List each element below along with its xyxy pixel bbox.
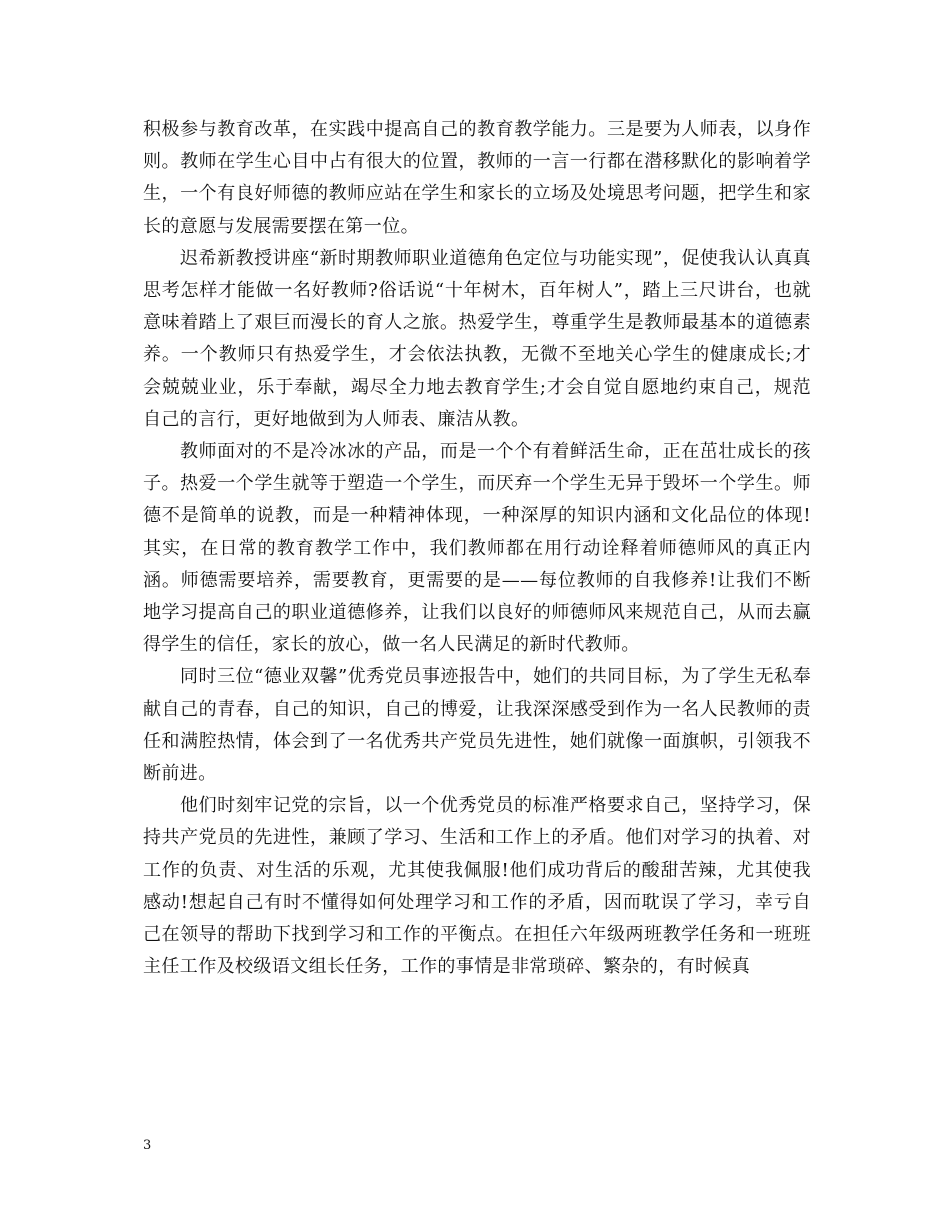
document-body [143, 114, 811, 983]
paragraph-1: 积极参与教育改革，在实践中提高自己的教育教学能力。三是要为人师表，以身作则。教师在学生心目中占有很大的位置，教师的一言一行都在潜移默化的影响着学生，一个有良好师德的教师应站在学生和家长的立场及处境思考问题，把学生和家长的意愿与发展需要摆在第一位。 [143, 119, 811, 237]
page-number: 3 [143, 1138, 152, 1153]
paragraph-4: 同时三位“德业双馨”优秀党员事迹报告中，她们的共同目标，为了学生无私奉献自己的青春，自己的知识，自己的博爱，让我深深感受到作为一名人民教师的责任和满腔热情，体会到了一名优秀共产党员先进性，她们就像一面旗帜，引领我不断前进。 [143, 666, 811, 785]
paragraph-5: 他们时刻牢记党的宗旨，以一个优秀党员的标准严格要求自己，坚持学习，保持共产党员的先进性，兼顾了学习、生活和工作上的矛盾。他们对学习的执着、对工作的负责、对生活的乐观，尤其使我佩服!他们成功背后的酸甜苦辣，尤其使我感动!想起自己有时不懂得如何处理学习和工作的矛盾，因而耽误了学习，幸亏自己在领导的帮助下找到学习和工作的平衡点。在担任六年级两班教学任务和一班班主任工作及校级语文组长任务，工作的事情是非常琐碎、繁杂的，有时候真 [143, 795, 811, 978]
paragraph-2: 迟希新教授讲座“新时期教师职业道德角色定位与功能实现”，促使我认认真真思考怎样才能做一名好教师?俗话说“十年树木，百年树人”，踏上三尺讲台，也就意味着踏上了艰巨而漫长的育人之旅。热爱学生，尊重学生是教师最基本的道德素养。一个教师只有热爱学生，才会依法执教，无微不至地关心学生的健康成长;才会兢兢业业，乐于奉献，竭尽全力地去教育学生;才会自觉自愿地约束自己，规范自己的言行，更好地做到为人师表、廉洁从教。 [143, 247, 811, 430]
paragraph-3: 教师面对的不是冷冰冰的产品，而是一个个有着鲜活生命，正在茁壮成长的孩子。热爱一个学生就等于塑造一个学生，而厌弃一个学生无异于毁坏一个学生。师德不是简单的说教，而是一种精神体现，一种深厚的知识内涵和文化品位的体现!其实，在日常的教育教学工作中，我们教师都在用行动诠释着师德师风的真正内涵。师德需要培养，需要教育，更需要的是——每位教师的自我修养!让我们不断地学习提高自己的职业道德修养，让我们以良好的师德师风来规范自己，从而去赢得学生的信任，家长的放心，做一名人民满足的新时代教师。 [143, 441, 811, 656]
